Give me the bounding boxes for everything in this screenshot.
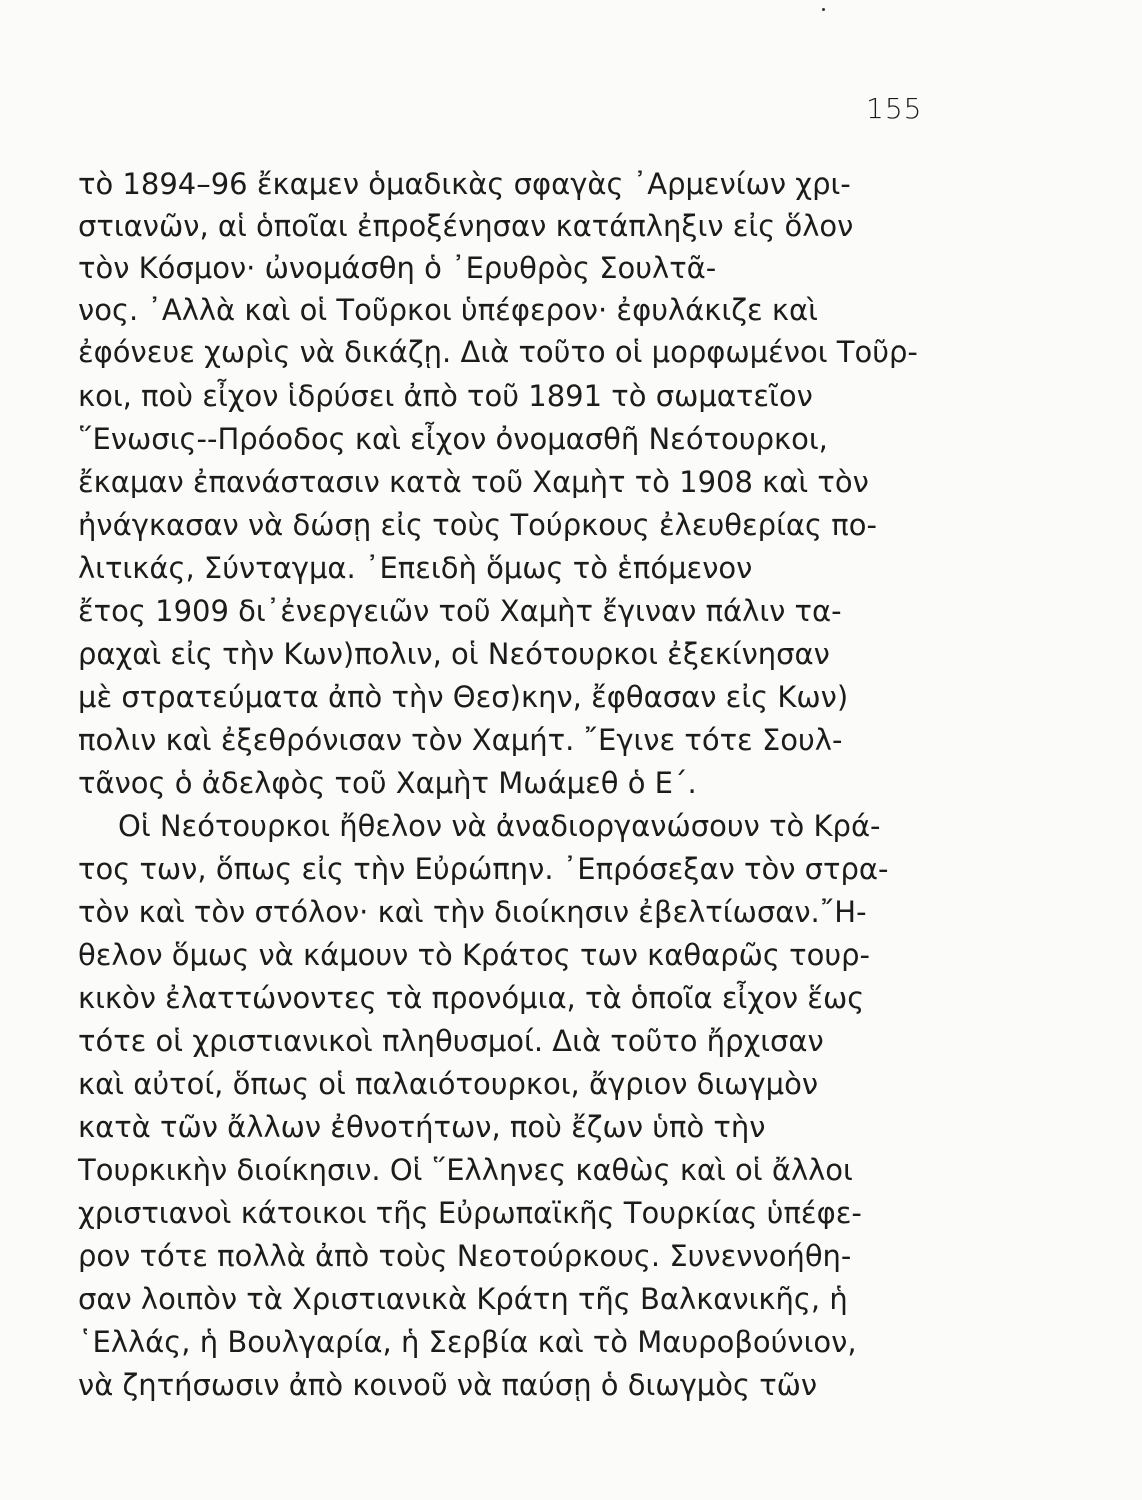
text-line: νος. ᾿Αλλὰ καὶ οἱ Τοῦρκοι ὑπέφερον· ἐφυλάκιζε καὶ <box>78 293 818 327</box>
speck <box>822 8 825 11</box>
text-line: σαν λοιπὸν τὰ Χριστιανικὰ Κράτη τῆς Βαλκανικῆς, ἡ <box>78 1282 848 1316</box>
text-line: τὸν καὶ τὸν στόλον· καὶ τὴν διοίκησιν ἐβελτίωσαν.῎Η- <box>78 895 867 929</box>
text-line: ραχαὶ εἰς τὴν Κων)πολιν, οἱ Νεότουρκοι ἐξεκίνησαν <box>78 637 830 671</box>
text-line: νὰ ζητήσωσιν ἀπὸ κοινοῦ νὰ παύσῃ ὁ διωγμὸς τῶν <box>78 1368 818 1402</box>
text-line: λιτικάς, Σύνταγμα. ᾿Επειδὴ ὅμως τὸ ἑπόμενον <box>78 551 753 585</box>
text-line: κικὸν ἐλαττώνοντες τὰ προνόμια, τὰ ὁποῖα εἶχον ἕως <box>78 981 865 1015</box>
text-line: θελον ὅμως νὰ κάμουν τὸ Κράτος των καθαρῶς τουρ- <box>78 938 871 972</box>
text-line: μὲ στρατεύματα ἀπὸ τὴν Θεσ)κην, ἔφθασαν εἰς Κων) <box>78 680 849 714</box>
text-line: τᾶνος ὁ ἀδελφὸς τοῦ Χαμὴτ Μωάμεθ ὁ Ε΄. <box>78 766 697 800</box>
text-line: τος των, ὅπως εἰς τὴν Εὐρώπην. ᾿Επρόσεξαν τὸν στρα- <box>78 852 889 886</box>
text-line: ἐφόνευε χωρὶς νὰ δικάζῃ. Διὰ τοῦτο οἱ μορφωμένοι Τοῦρ- <box>78 335 918 369</box>
text-line: ἔτος 1909 δι᾿ἐνεργειῶν τοῦ Χαμὴτ ἔγιναν πάλιν τα- <box>78 594 842 628</box>
text-line: πολιν καὶ ἐξεθρόνισαν τὸν Χαμήτ. ῎Εγινε τότε Σουλ- <box>78 723 843 757</box>
text-line: κατὰ τῶν ἄλλων ἐθνοτήτων, ποὺ ἔζων ὑπὸ τὴν <box>78 1110 766 1144</box>
text-line: κοι, ποὺ εἶχον ἱδρύσει ἀπὸ τοῦ 1891 τὸ σωματεῖον <box>78 379 813 413</box>
text-line: καὶ αὐτοί, ὅπως οἱ παλαιότουρκοι, ἄγριον διωγμὸν <box>78 1067 819 1101</box>
text-line: ῞Ενωσις--Πρόοδος καὶ εἶχον ὀνομασθῆ Νεότουρκοι, <box>78 422 828 456</box>
text-line: στιανῶν, αἱ ὁποῖαι ἐπροξένησαν κατάπληξιν εἰς ὅλον <box>78 209 854 243</box>
text-line: ἔκαμαν ἐπανάστασιν κατὰ τοῦ Χαμὴτ τὸ 1908 καὶ τὸν <box>78 465 869 499</box>
text-line: τὸν Κόσμον· ὠνομάσθη ὁ ᾿Ερυθρὸς Σουλτᾶ- <box>78 251 717 285</box>
text-line: ρον τότε πολλὰ ἀπὸ τοὺς Νεοτούρκους. Συνεννοήθη- <box>78 1239 852 1273</box>
text-line: χριστιανοὶ κάτοικοι τῆς Εὐρωπαϊκῆς Τουρκίας ὑπέφε- <box>78 1196 862 1230</box>
paragraph-first-line: Οἱ Νεότουρκοι ἤθελον νὰ ἀναδιοργανώσουν τὸ Κρά- <box>118 809 881 843</box>
page-number: 155 <box>866 92 923 125</box>
text-line: ῾Ελλάς, ἡ Βουλγαρία, ἡ Σερβία καὶ τὸ Μαυροβούνιον, <box>78 1325 857 1359</box>
text-line: τὸ 1894–96 ἔκαμεν ὁμαδικὰς σφαγὰς ᾿Αρμενίων χρι- <box>78 167 851 201</box>
text-line: ἠνάγκασαν νὰ δώσῃ εἰς τοὺς Τούρκους ἐλευθερίας πο- <box>78 508 877 542</box>
text-line: Τουρκικὴν διοίκησιν. Οἱ ῞Ελληνες καθὼς καὶ οἱ ἄλλοι <box>78 1153 853 1187</box>
text-line: τότε οἱ χριστιανικοὶ πληθυσμοί. Διὰ τοῦτο ἤρχισαν <box>78 1024 824 1058</box>
